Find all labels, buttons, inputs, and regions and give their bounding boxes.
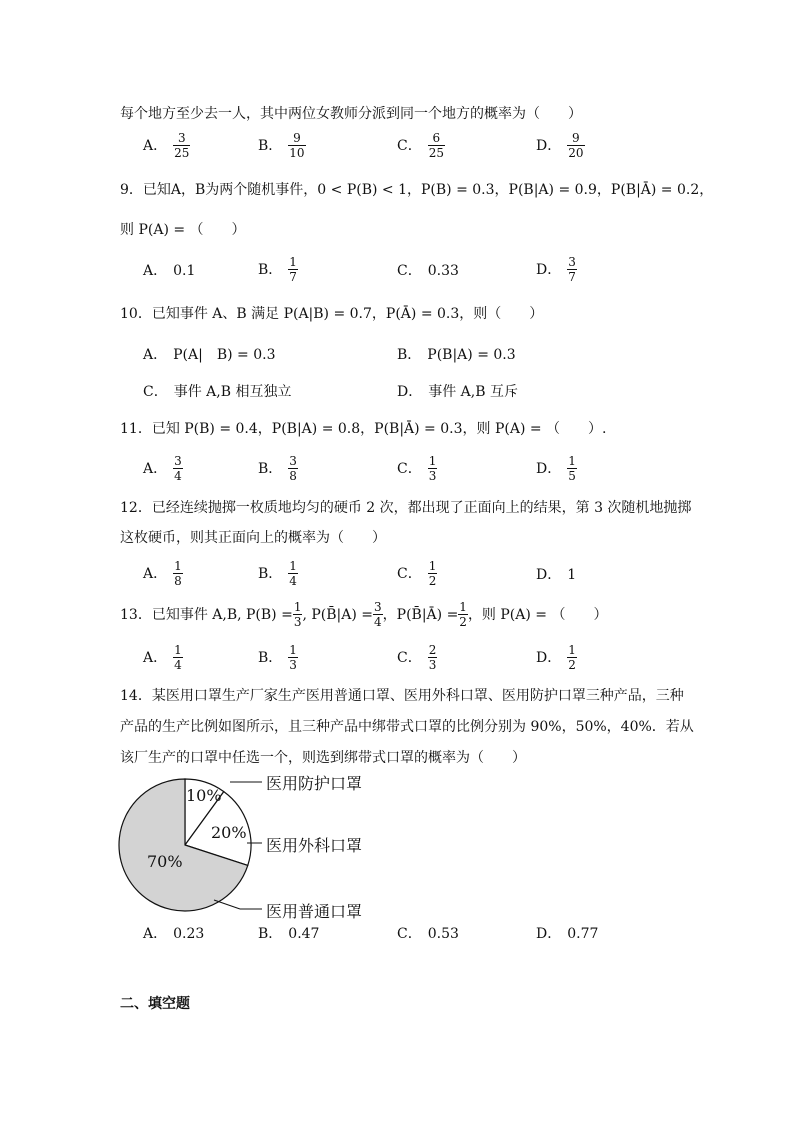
- q8-stem: 每个地方至少去一人，其中两位女教师分派到同一个地方的概率为（ ）: [120, 106, 582, 122]
- q13-option-d: D． $\frac{1}{2}$: [536, 643, 576, 672]
- q10-option-c: C． 事件 A,B 相互独立: [143, 384, 292, 400]
- q8-option-b: B． $\frac{9}{10}$: [258, 131, 305, 160]
- q9-option-b: B． $\frac{1}{7}$: [258, 255, 297, 284]
- pie-label-ordinary: 医用普通口罩: [266, 902, 363, 921]
- leader-line-ordinary: [214, 900, 240, 909]
- q14-option-b: B． 0.47: [258, 926, 320, 942]
- q9-stem-line1: 9．已知A，B为两个随机事件，0 < P(B) < 1，P(B) = 0.3，P(B|A) = 0.9，P(B|Ā) = 0.2，: [120, 182, 714, 198]
- q9-option-a: A． 0.1: [143, 263, 196, 279]
- q14-option-a: A． 0.23: [143, 926, 205, 942]
- q12-option-c: C． $\frac{1}{2}$: [397, 559, 437, 588]
- pie-pct-surgical: 20%: [211, 823, 247, 842]
- q12-option-a: A． $\frac{1}{8}$: [143, 559, 182, 588]
- q13-option-c: C． $\frac{2}{3}$: [397, 643, 437, 672]
- q11-option-c: C． $\frac{1}{3}$: [397, 454, 437, 483]
- q10-option-a: A． P(A| B) = 0.3: [143, 347, 276, 363]
- q10-stem: 10．已知事件 A、B 满足 P(A|B) = 0.7，P(Ā) = 0.3，则（ ）: [120, 306, 544, 322]
- q8-option-a: A． $\frac{3}{25}$: [143, 131, 190, 160]
- q10-option-d: D． 事件 A,B 互斥: [397, 384, 518, 400]
- section-title-fill-in: 二、填空题: [120, 996, 190, 1012]
- q11-option-a: A． $\frac{3}{4}$: [143, 454, 182, 483]
- q13-option-b: B． $\frac{1}{3}$: [258, 643, 297, 672]
- q12-option-d: D． 1: [536, 567, 577, 583]
- q14-option-d: D． 0.77: [536, 926, 599, 942]
- q12-option-b: B． $\frac{1}{4}$: [258, 559, 297, 588]
- q9-option-d: D． $\frac{3}{7}$: [536, 255, 576, 284]
- q12-stem-line1: 12．已经连续抛掷一枚质地均匀的硬币 2 次，都出现了正面向上的结果，第 3 次随机地抛掷: [120, 500, 692, 516]
- q11-option-d: D． $\frac{1}{5}$: [536, 454, 576, 483]
- q13-option-a: A． $\frac{1}{4}$: [143, 643, 182, 672]
- q14-stem-line1: 14．某医用口罩生产厂家生产医用普通口罩、医用外科口罩、医用防护口罩三种产品，三种: [120, 688, 684, 704]
- pie-pct-ordinary: 70%: [147, 852, 183, 871]
- pie-pct-protective: 10%: [186, 786, 222, 805]
- q12-stem-line2: 这枚硬币，则其正面向上的概率为（ ）: [120, 530, 386, 546]
- q13-stem: 13．已知事件 A,B, P(B) = $\frac{1}{3}$ , P(B̄|A) = $\frac{3}{4}$ ，P(B̄|Ā) = $\frac{1}{2}$ ，则 P(A) = （ ）: [120, 600, 608, 629]
- pie-slices: [119, 779, 251, 911]
- q11-option-b: B． $\frac{3}{8}$: [258, 454, 297, 483]
- q14-stem-line3: 该厂生产的口罩中任选一个，则选到绑带式口罩的概率为（ ）: [120, 750, 526, 766]
- q10-option-b: B． P(B|A) = 0.3: [397, 347, 516, 363]
- q9-stem-line2: 则 P(A) = （ ）: [120, 222, 246, 238]
- q8-option-c: C． $\frac{6}{25}$: [397, 131, 444, 160]
- pie-label-protective: 医用防护口罩: [266, 774, 363, 793]
- q14-stem-line2: 产品的生产比例如图所示，且三种产品中绑带式口罩的比例分别为 90%，50%，40%．若从: [120, 719, 694, 735]
- q14-option-c: C． 0.53: [397, 926, 459, 942]
- q11-stem: 11．已知 P(B) = 0.4，P(B|A) = 0.8，P(B|Ā) = 0.3，则 P(A) = （ ）.: [120, 421, 607, 437]
- q8-option-d: D． $\frac{9}{20}$: [536, 131, 584, 160]
- q9-option-c: C． 0.33: [397, 263, 459, 279]
- pie-label-surgical: 医用外科口罩: [266, 836, 363, 855]
